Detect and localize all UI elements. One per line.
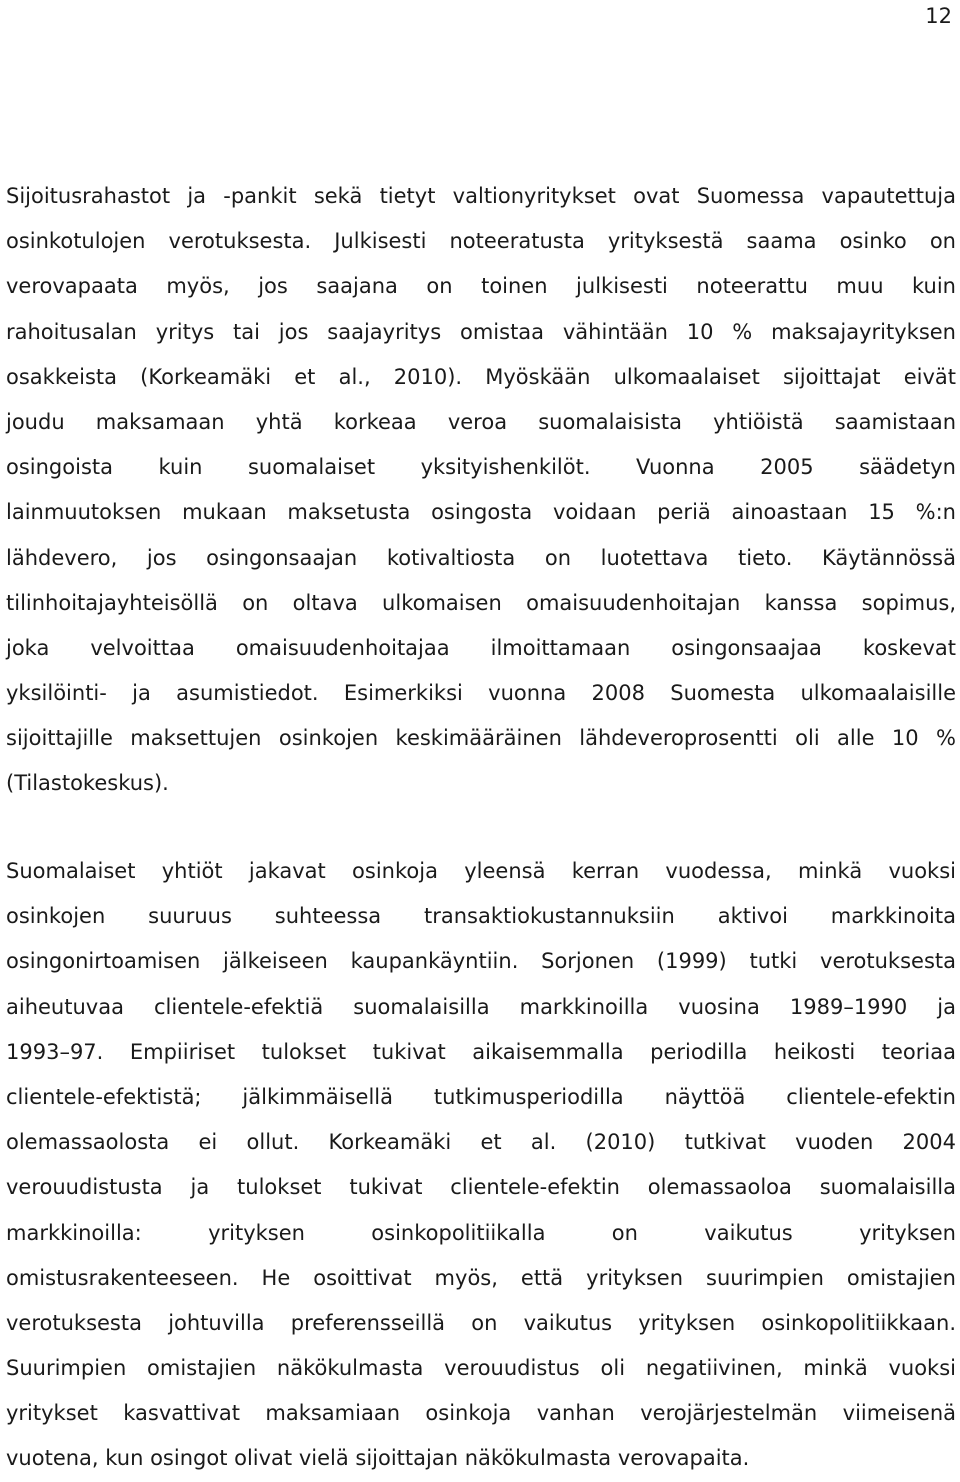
text-line: osinkotulojen verotuksesta. Julkisesti noteeratusta yrityksestä saama osinko on: [6, 229, 956, 254]
text-line: sijoittajille maksettujen osinkojen keskimääräinen lähdeveroprosentti oli alle 10 %: [6, 726, 956, 751]
text-line: vuotena, kun osingot olivat vielä sijoittajan näkökulmasta verovapaita.: [6, 1446, 750, 1471]
text-line: Suurimpien omistajien näkökulmasta verouudistus oli negatiivinen, minkä vuoksi: [6, 1356, 956, 1381]
paragraph-clientele-effect: [6, 849, 956, 1482]
text-line: Sijoitusrahastot ja -pankit sekä tietyt valtionyritykset ovat Suomessa vapautettuja: [6, 184, 956, 208]
text-line: omistusrakenteeseen. He osoittivat myös, että yrityksen suurimpien omistajien: [6, 1265, 956, 1290]
text-line: verouudistusta ja tulokset tukivat clientele-efektin olemassaoloa suomalaisilla: [6, 1175, 956, 1200]
text-line: olemassaolosta ei ollut. Korkeamäki et al. (2010) tutkivat vuoden 2004: [6, 1130, 956, 1155]
text-line: joudu maksamaan yhtä korkeaa veroa suomalaisista yhtiöistä saamistaan: [6, 409, 956, 434]
text-line: aiheutuvaa clientele-efektiä suomalaisilla markkinoilla vuosina 1989–1990 ja: [6, 994, 956, 1019]
text-line: osingoista kuin suomalaiset yksityishenkilöt. Vuonna 2005 säädetyn: [6, 455, 956, 480]
text-line: 1993–97. Empiiriset tulokset tukivat aikaisemmalla periodilla heikosti teoriaa: [6, 1039, 956, 1064]
text-line: yksilöinti- ja asumistiedot. Esimerkiksi vuonna 2008 Suomesta ulkomaalaisille: [6, 681, 956, 706]
text-line: osingonirtoamisen jälkeiseen kaupankäyntiin. Sorjonen (1999) tutki verotuksesta: [6, 949, 956, 974]
text-line: verotuksesta johtuvilla preferensseillä on vaikutus yrityksen osinkopolitiikkaan.: [6, 1310, 956, 1335]
text-line: osakkeista (Korkeamäki et al., 2010). Myöskään ulkomaalaiset sijoittajat eivät: [6, 364, 956, 389]
text-line: lähdevero, jos osingonsaajan kotivaltiosta on luotettava tieto. Käytännössä: [6, 545, 956, 570]
text-line: Suomalaiset yhtiöt jakavat osinkoja yleensä kerran vuodessa, minkä vuoksi: [6, 859, 956, 883]
text-line: lainmuutoksen mukaan maksetusta osingosta voidaan periä ainoastaan 15 %:n: [6, 500, 956, 525]
paragraph-dividend-taxation: [6, 174, 956, 807]
text-line: verovapaata myös, jos saajana on toinen julkisesti noteerattu muu kuin: [6, 274, 956, 299]
text-line: rahoitusalan yritys tai jos saajayritys omistaa vähintään 10 % maksajayrityksen: [6, 319, 956, 344]
text-line: clientele-efektistä; jälkimmäisellä tutkimusperiodilla näyttöä clientele-efektin: [6, 1084, 956, 1109]
text-line: tilinhoitajayhteisöllä on oltava ulkomaisen omaisuudenhoitajan kanssa sopimus,: [6, 590, 956, 615]
text-line: (Tilastokeskus).: [6, 771, 169, 796]
text-line: osinkojen suuruus suhteessa transaktiokustannuksiin aktivoi markkinoita: [6, 904, 956, 929]
text-line: joka velvoittaa omaisuudenhoitajaa ilmoittamaan osingonsaajaa koskevat: [6, 635, 956, 660]
text-line: markkinoilla: yrityksen osinkopolitiikalla on vaikutus yrityksen: [6, 1220, 956, 1245]
text-line: yritykset kasvattivat maksamiaan osinkoja vanhan verojärjestelmän viimeisenä: [6, 1401, 956, 1426]
page-number: 12: [925, 4, 952, 28]
